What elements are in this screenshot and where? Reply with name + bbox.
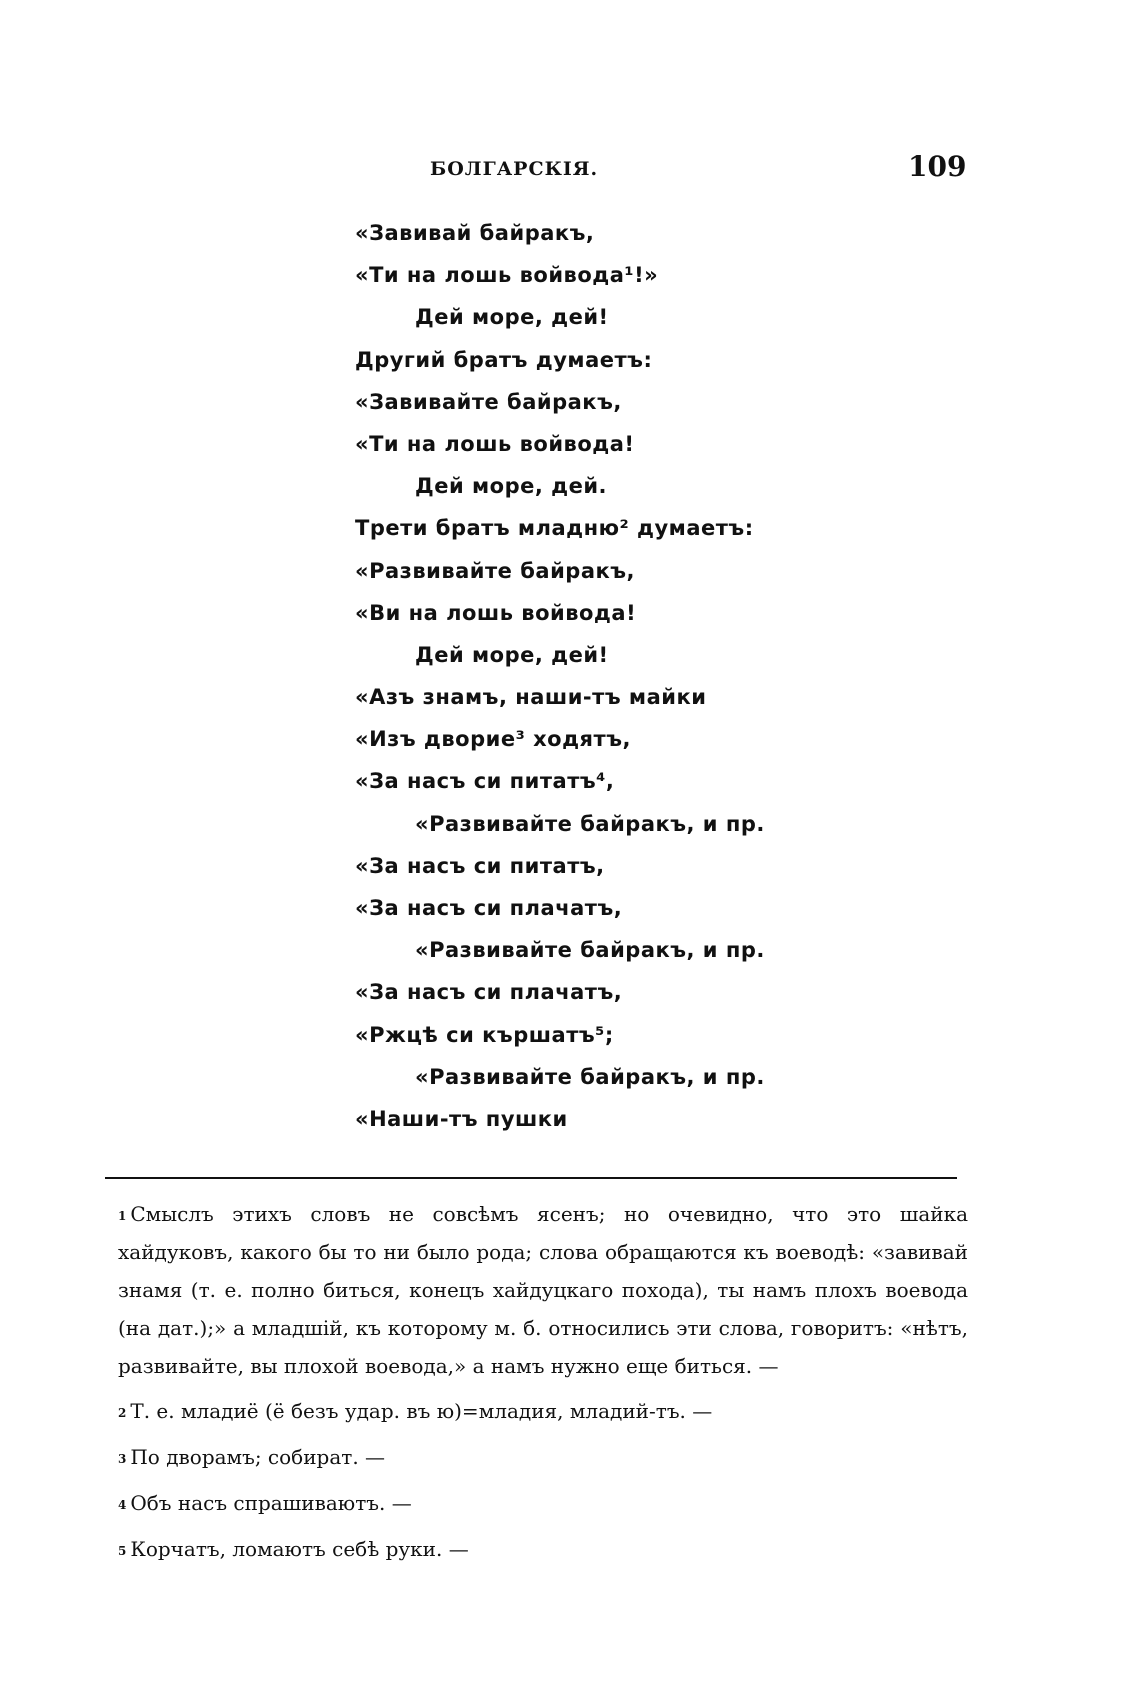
page-number: 109: [908, 150, 967, 183]
verse-line: «Изъ дворие³ ходятъ,: [355, 727, 631, 752]
footnote-4: [118, 1483, 968, 1523]
footnote-mark: 3: [118, 1452, 127, 1466]
verse-line: «Наши-тъ пушки: [355, 1106, 568, 1131]
footnote-text: Т. е. младиё (ё безъ удар. въ ю)=младия, младий-тъ. —: [130, 1399, 713, 1423]
footnote-mark: 1: [118, 1209, 127, 1223]
footnote-2: [118, 1391, 968, 1431]
verse-refrain: Дей море, дей!: [415, 305, 609, 330]
verse-refrain: Дей море, дей!: [415, 642, 609, 667]
verse-refrain: «Развивайте байракъ, и пр.: [415, 811, 765, 836]
verse-line: Другий братъ думаетъ:: [355, 347, 653, 372]
verse-line: «За насъ си плачатъ,: [355, 896, 623, 920]
footnote-mark: 4: [118, 1498, 127, 1512]
footnote-1: [118, 1195, 968, 1385]
running-head: БОЛГАРСКІЯ.: [430, 158, 599, 180]
footnote-text: По дворамъ; собират. —: [130, 1445, 386, 1469]
footnote-mark: 5: [118, 1544, 127, 1558]
footnote-3: [118, 1437, 968, 1477]
verse-line: «Развивайте байракъ,: [355, 558, 635, 583]
verse-line: «Азъ знамъ, наши-тъ майки: [355, 685, 707, 710]
footnote-5: [118, 1529, 968, 1569]
verse-line: «Завивайте байракъ,: [355, 389, 622, 414]
footnote-text: Корчатъ, ломаютъ себѣ руки. —: [130, 1537, 469, 1561]
footnote-mark: 2: [118, 1406, 127, 1420]
verse-line: «Ти на лошь войвода¹!»: [355, 263, 659, 288]
verse-line: «Ви на лошь войвода!: [355, 600, 637, 625]
footnote-text: Объ насъ спрашиваютъ. —: [130, 1491, 412, 1515]
footnotes: [118, 1195, 968, 1569]
verse-line: «Завивай байракъ,: [355, 221, 595, 245]
verse-refrain: «Развивайте байракъ, и пр.: [415, 938, 765, 963]
verse-line: «За насъ си питатъ,: [355, 853, 605, 878]
verse-line: «За насъ си питатъ⁴,: [355, 769, 615, 794]
verse-refrain: Дей море, дей.: [415, 474, 608, 499]
verse-line: Трети братъ младню² думаетъ:: [355, 516, 754, 541]
footnote-rule: [105, 1177, 957, 1179]
verse-line: «Ржцѣ си кършатъ⁵;: [355, 1022, 614, 1047]
verse-line: «Ти на лошь войвода!: [355, 431, 635, 456]
verse-block: [355, 212, 1055, 1140]
footnote-text: Смыслъ этихъ словъ не совсѣмъ ясенъ; но очевидно, что это шайка хайдуковъ, какого бы то ни было рода; слова обращаются къ воеводѣ: «завивай знамя (т. е. полно биться, конецъ хайдуцкаго похода), ты намъ плохъ воевода (на дат.);» а младшій, къ которому м. б. относились эти слова, говоритъ: «нѣтъ, развивайте, вы плохой воевода,» а намъ нужно еще биться. —: [118, 1202, 968, 1378]
verse-refrain: «Развивайте байракъ, и пр.: [415, 1064, 765, 1089]
verse-line: «За насъ си плачатъ,: [355, 980, 623, 1005]
